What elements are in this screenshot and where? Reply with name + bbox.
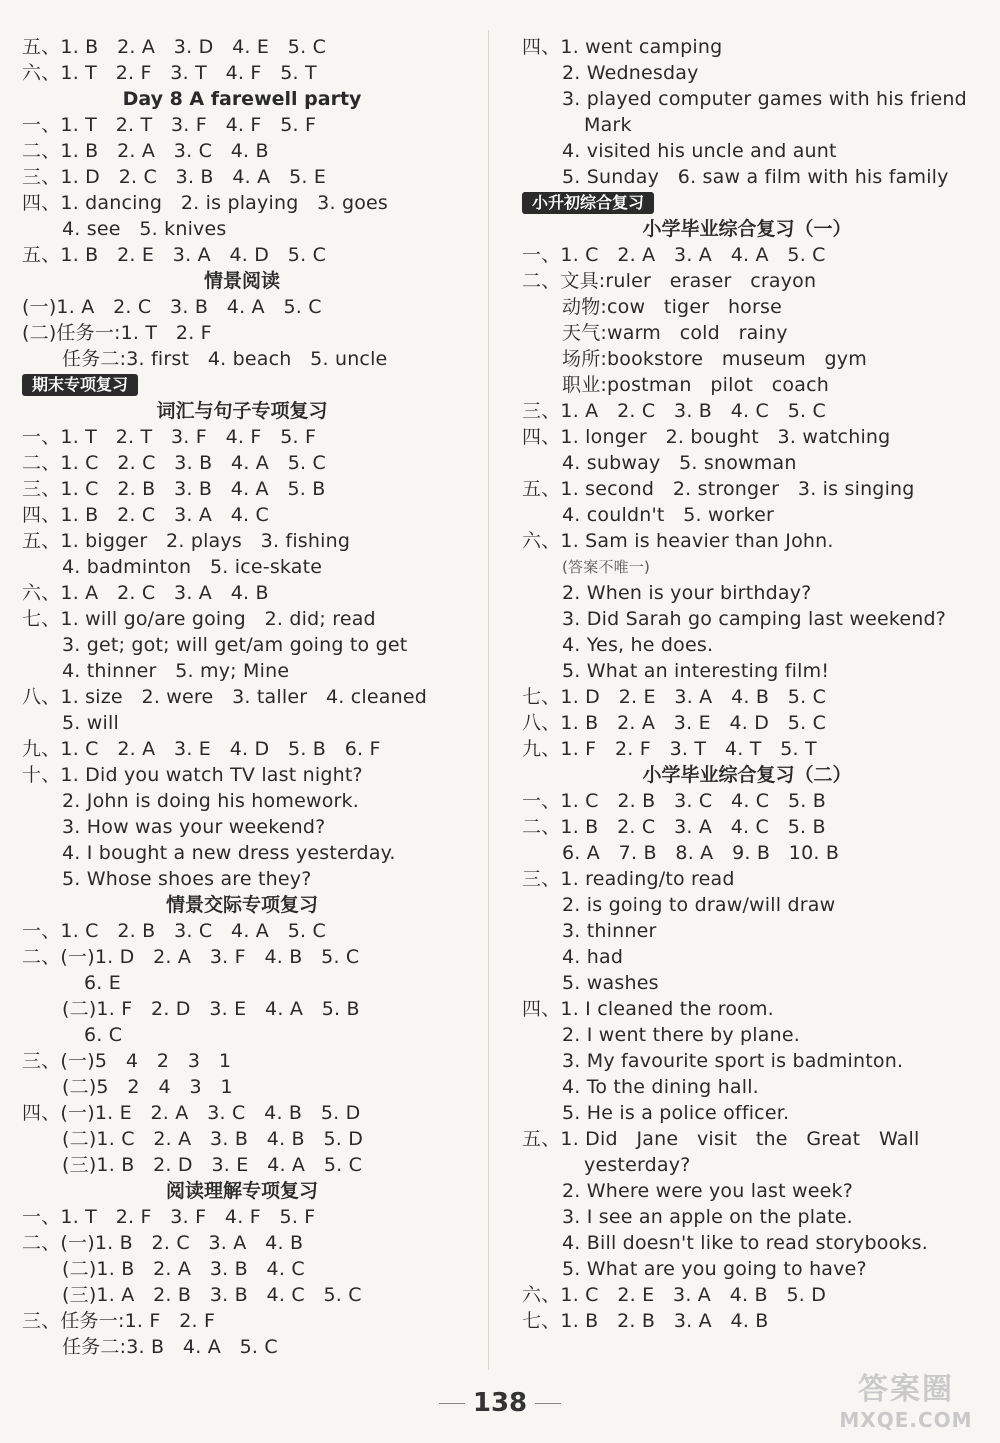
section-banner-label: 期末专项复习 [22,374,138,396]
answer-line: 3. How was your weekend? [62,816,326,838]
answer-line: 3. I see an apple on the plate. [562,1206,853,1228]
answer-line: 4. Yes, he does. [562,634,714,656]
answer-line: 四、1. I cleaned the room. [522,998,774,1020]
answer-line: 四、1. B 2. C 3. A 4. C [22,504,269,526]
answer-line: 五、1. B 2. E 3. A 4. D 5. C [22,244,327,266]
section-heading: 情景阅读 [203,270,280,292]
answer-line: 六、1. Sam is heavier than John. [522,530,834,552]
section-heading: 词汇与句子专项复习 [156,400,328,422]
answer-line: 职业:postman pilot coach [562,374,829,396]
answer-line: 5. Whose shoes are they? [62,868,312,890]
answer-line: 场所:bookstore museum gym [562,348,867,370]
answer-line: 三、1. A 2. C 3. B 4. C 5. C [522,400,826,422]
answer-line: 3. Did Sarah go camping last weekend? [562,608,947,630]
answer-line: 4. see 5. knives [62,218,227,240]
answer-line: 6. A 7. B 8. A 9. B 10. B [562,842,840,864]
answer-line: 4. couldn't 5. worker [562,504,775,526]
answer-line: 4. thinner 5. my; Mine [62,660,290,682]
answer-line: 二、文具:ruler eraser crayon [522,270,817,292]
answer-line: 四、1. dancing 2. is playing 3. goes [22,192,389,214]
answer-line: 动物:cow tiger horse [562,296,783,318]
section-heading: 阅读理解专项复习 [165,1180,318,1202]
answer-line: 四、1. longer 2. bought 3. watching [522,426,891,448]
answer-line: 六、1. C 2. E 3. A 4. B 5. D [522,1284,827,1306]
answer-line: 六、1. A 2. C 3. A 4. B [22,582,269,604]
section-heading: 小学毕业综合复习（二） [642,764,852,786]
column-divider [488,30,489,1370]
page-number: 138 [0,1388,1000,1418]
section-heading: 小学毕业综合复习（一） [642,218,852,240]
answer-line: 五、1. second 2. stronger 3. is singing [522,478,915,500]
answer-line: 七、1. will go/are going 2. did; read [22,608,376,630]
section-banner [22,372,462,398]
answer-line: (一)1. A 2. C 3. B 4. A 5. C [22,296,322,318]
answer-line: 三、(一)5 4 2 3 1 [22,1050,232,1072]
answer-line: 十、1. Did you watch TV last night? [22,764,363,786]
answer-line: 4. had [562,946,624,968]
section-banner-label: 小升初综合复习 [522,192,654,214]
answer-line: 四、1. went camping [522,36,723,58]
answer-line: 5. He is a police officer. [562,1102,790,1124]
answer-line: 二、1. B 2. A 3. C 4. B [22,140,269,162]
answer-line: 2. Where were you last week? [562,1180,854,1202]
answer-line: 七、1. D 2. E 3. A 4. B 5. C [522,686,827,708]
answer-line: (三)1. A 2. B 3. B 4. C 5. C [62,1284,362,1306]
answer-line: 5. What are you going to have? [562,1258,867,1280]
answer-line: 二、(一)1. B 2. C 3. A 4. B [22,1232,304,1254]
right-column [522,34,972,1334]
answer-line: 九、1. F 2. F 3. T 4. T 5. T [522,738,817,760]
answer-line: 三、任务一:1. F 2. F [22,1310,216,1332]
answer-line: 2. Wednesday [562,62,699,84]
watermark-url: MXQE.COM [839,1408,973,1432]
answer-line: 一、1. T 2. F 3. F 4. F 5. F [22,1206,316,1228]
answer-line: 5. will [62,712,119,734]
answer-line: 五、1. Did Jane visit the Great Wall [522,1128,920,1150]
left-column [22,34,462,1360]
answer-line: 6. E [84,972,121,994]
answer-line: 2. is going to draw/will draw [562,894,836,916]
answer-line: 三、1. D 2. C 3. B 4. A 5. E [22,166,327,188]
answer-line: 一、1. C 2. B 3. C 4. A 5. C [22,920,326,942]
answer-line: 4. To the dining hall. [562,1076,759,1098]
answer-line: 五、1. bigger 2. plays 3. fishing [22,530,351,552]
answer-line: 2. John is doing his homework. [62,790,359,812]
answer-line: 六、1. T 2. F 3. T 4. F 5. T [22,62,317,84]
answer-line: 3. thinner [562,920,657,942]
answer-line: (二)1. F 2. D 3. E 4. A 5. B [62,998,360,1020]
answer-line: 一、1. T 2. T 3. F 4. F 5. F [22,426,317,448]
answer-line: yesterday? [584,1154,691,1176]
answer-line: 4. visited his uncle and aunt [562,140,837,162]
answer-line: 二、1. B 2. C 3. A 4. C 5. B [522,816,826,838]
answer-line: 4. subway 5. snowman [562,452,797,474]
answer-line: 九、1. C 2. A 3. E 4. D 5. B 6. F [22,738,381,760]
answer-line: 一、1. C 2. A 3. A 4. A 5. C [522,244,826,266]
answer-line: (二)1. B 2. A 3. B 4. C [62,1258,305,1280]
answer-line: 5. washes [562,972,659,994]
answer-line: Mark [584,114,632,136]
answer-line: 5. What an interesting film! [562,660,830,682]
answer-line: (二)任务一:1. T 2. F [22,322,212,344]
answer-line: 二、1. C 2. C 3. B 4. A 5. C [22,452,326,474]
answer-line: 三、1. reading/to read [522,868,735,890]
answer-line: 七、1. B 2. B 3. A 4. B [522,1310,769,1332]
answer-line: 八、1. size 2. were 3. taller 4. cleaned [22,686,427,708]
answer-line: 3. played computer games with his friend [562,88,967,110]
answer-line: 天气:warm cold rainy [562,322,788,344]
answer-line: (二)1. C 2. A 3. B 4. B 5. D [62,1128,364,1150]
answer-line: 5. Sunday 6. saw a film with his family [562,166,949,188]
section-heading: 情景交际专项复习 [165,894,318,916]
answer-line: 任务二:3. B 4. A 5. C [62,1336,278,1358]
watermark-logo-text: 答案圈 [858,1372,954,1407]
section-heading: Day 8 A farewell party [122,88,362,110]
answer-line: 五、1. B 2. A 3. D 4. E 5. C [22,36,327,58]
answer-line: 三、1. C 2. B 3. B 4. A 5. B [22,478,326,500]
answer-line: 2. When is your birthday? [562,582,812,604]
answer-line: 任务二:3. first 4. beach 5. uncle [62,348,388,370]
answer-line: 八、1. B 2. A 3. E 4. D 5. C [522,712,827,734]
answer-note: (答案不唯一) [562,558,651,576]
answer-line: 6. C [84,1024,123,1046]
answer-line: 2. I went there by plane. [562,1024,800,1046]
answer-line: 一、1. T 2. T 3. F 4. F 5. F [22,114,317,136]
watermark-logo [818,1372,994,1438]
answer-line: 二、(一)1. D 2. A 3. F 4. B 5. C [22,946,360,968]
answer-line: 一、1. C 2. B 3. C 4. C 5. B [522,790,826,812]
answer-line: 4. I bought a new dress yesterday. [62,842,396,864]
answer-line: 四、(一)1. E 2. A 3. C 4. B 5. D [22,1102,361,1124]
answer-line: 3. My favourite sport is badminton. [562,1050,904,1072]
section-banner [522,190,972,216]
answer-line: (三)1. B 2. D 3. E 4. A 5. C [62,1154,363,1176]
answer-line: 4. Bill doesn't like to read storybooks. [562,1232,928,1254]
answer-line: 3. get; got; will get/am going to get [62,634,408,656]
answer-line: 4. badminton 5. ice-skate [62,556,323,578]
answer-line: (二)5 2 4 3 1 [62,1076,233,1098]
